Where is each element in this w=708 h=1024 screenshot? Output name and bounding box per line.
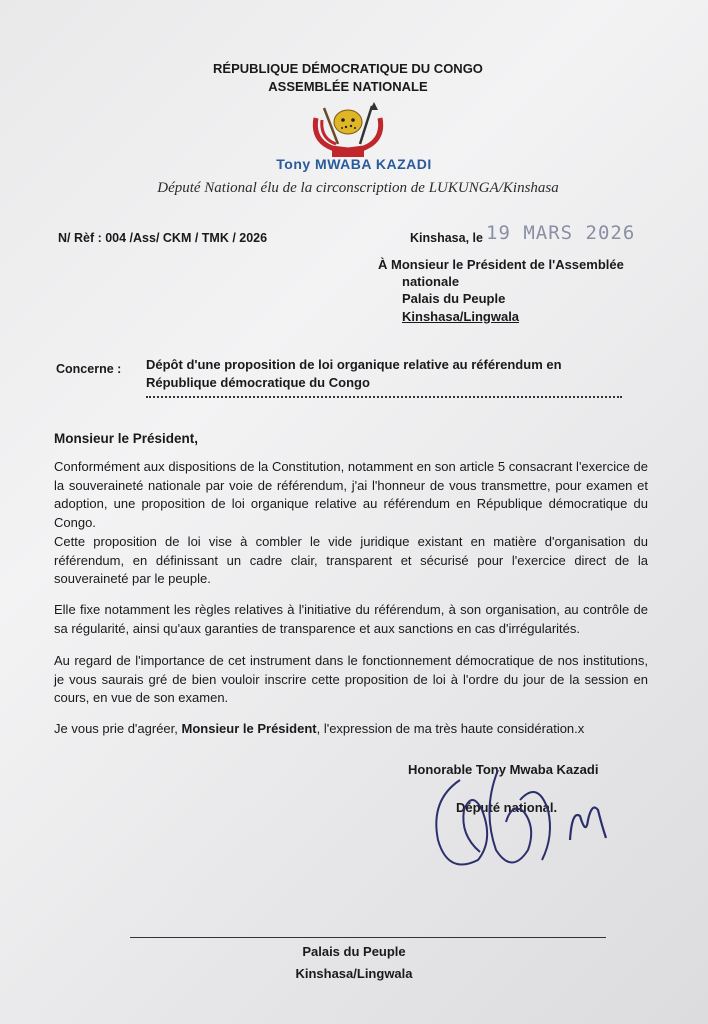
recipient-line-2: nationale (402, 274, 460, 289)
footer-line-2: Kinshasa/Lingwala (295, 966, 413, 981)
body-paragraph: Elle fixe notamment les règles relatives à l'initiative du référendum, à son organisation, au contrôle de sa régularité, ainsi qu'aux garanties de transparence et aux sanctions en cas d'irrégularités. (54, 602, 648, 636)
subject-divider (146, 396, 622, 398)
closing-paragraph (54, 720, 648, 739)
salutation: Monsieur le Président, (54, 431, 199, 446)
body-paragraph: Conformément aux dispositions de la Constitution, notamment en son article 5 consacrant l'exercice de la souveraineté nationale par voie de référendum, j'ai l'honneur de vous transmettre, pour examen et adoption, une proposition de loi organique relative au référendum en République démocratique du Congo. (54, 459, 648, 530)
header-country: RÉPUBLIQUE DÉMOCRATIQUE DU CONGO (213, 61, 483, 76)
letter-place: Kinshasa, le (410, 231, 483, 245)
recipient-line-3: Palais du Peuple (402, 291, 506, 306)
recipient-line-1: À Monsieur le Président de l'Assemblée (378, 257, 624, 272)
recipient-line-4: Kinshasa/Lingwala (402, 309, 520, 324)
deputy-constituency: Député National élu de la circonscription de LUKUNGA/Kinshasa (157, 180, 559, 196)
subject-text: Dépôt d'une proposition de loi organique relative au référendum en République démocratique du Congo (146, 357, 562, 390)
footer-divider (130, 937, 606, 938)
signatory-name: Honorable Tony Mwaba Kazadi (408, 762, 599, 777)
closing-post: , l'expression de ma très haute considération.x (316, 721, 585, 736)
date-stamp: 19 MARS 2026 (486, 222, 636, 244)
signatory-title: Député national. (456, 800, 558, 815)
footer-line-1: Palais du Peuple (302, 944, 406, 959)
handwritten-signature (420, 740, 630, 890)
body-paragraph: Au regard de l'importance de cet instrument dans le fonctionnement démocratique de nos institutions, je vous saurais gré de bien vouloir inscrire cette proposition de loi à l'ordre du jour de la session en cours, en vue de son examen. (54, 653, 648, 705)
body-paragraph: Cette proposition de loi vise à combler le vide juridique existant en matière d'organisation du référendum, en définissant un cadre clair, transparent et sécurisé pour l'exercice direct de la souveraineté par le peuple. (54, 534, 648, 586)
reference-number: N/ Rèf : 004 /Ass/ CKM / TMK / 2026 (58, 231, 268, 245)
closing-bold: Monsieur le Président (181, 721, 317, 736)
header-institution: ASSEMBLÉE NATIONALE (268, 79, 428, 94)
closing-pre: Je vous prie d'agréer, (54, 721, 182, 736)
deputy-name: Tony MWABA KAZADI (276, 156, 432, 172)
subject-label: Concerne : (56, 362, 122, 376)
national-emblem-icon (302, 100, 394, 160)
